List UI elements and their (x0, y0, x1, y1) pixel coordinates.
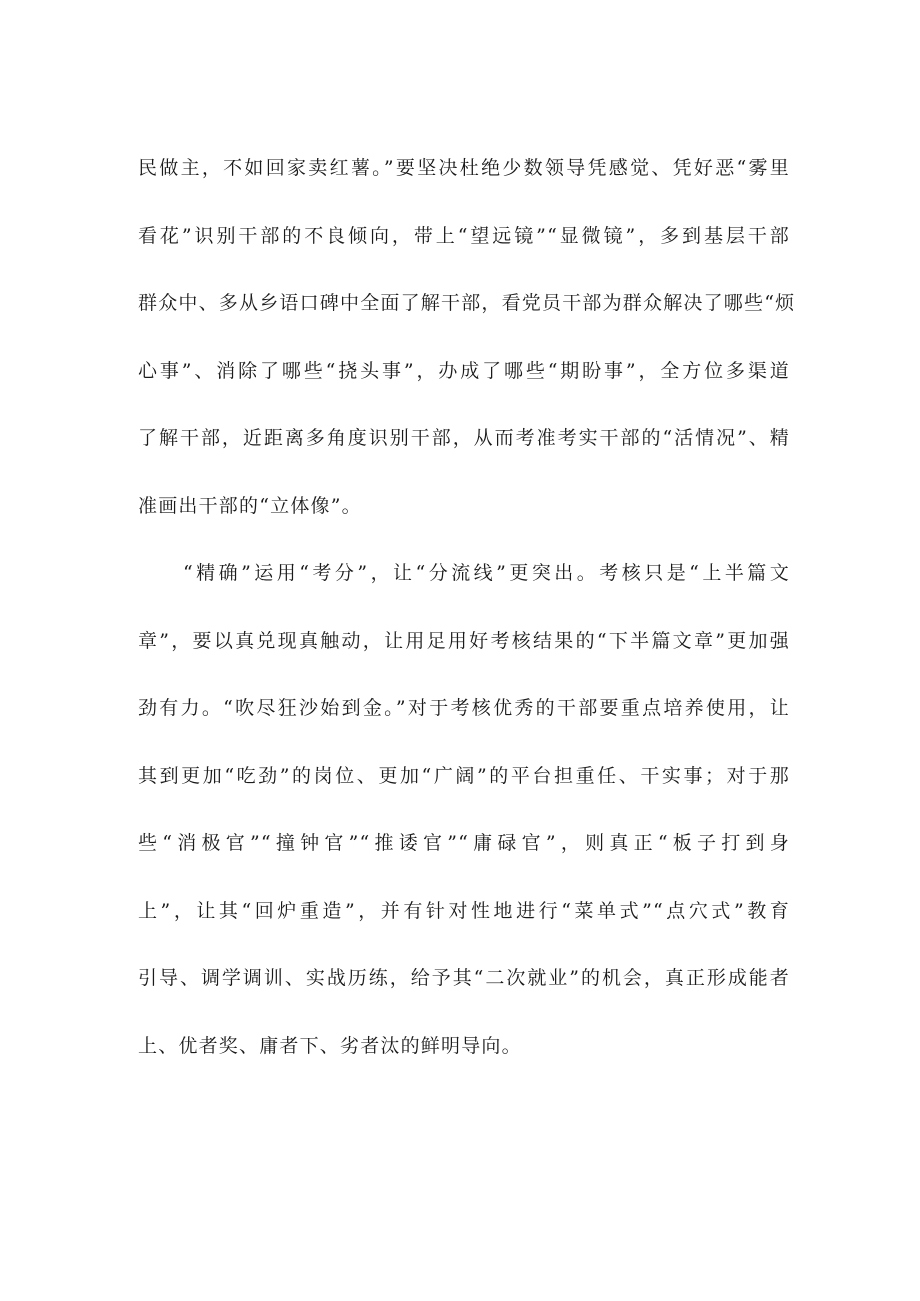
paragraph-line: 准画出干部的“立体像”。 (138, 494, 362, 517)
paragraph-line: 民做主，不如回家卖红薯。”要坚决杜绝少数领导凭感觉、凭好恶“雾里 (138, 157, 790, 179)
paragraph-line: “精确”运用“考分”，让“分流线”更突出。考核只是“上半篇文 (138, 562, 790, 584)
paragraph-2 (138, 540, 790, 1080)
paragraph-line: 其到更加“吃劲”的岗位、更加“广阔”的平台担重任、干实事；对于那 (138, 764, 790, 787)
paragraph-line: 群众中、多从乡语口碑中全面了解干部，看党员干部为群众解决了哪些“烦 (138, 292, 796, 314)
paragraph-line: 心事”、消除了哪些“挠头事”，办成了哪些“期盼事”，全方位多渠道 (138, 359, 790, 382)
paragraph-line: 看花”识别干部的不良倾向，带上“望远镜”“显微镜”，多到基层干部 (138, 224, 790, 247)
paragraph-1 (138, 135, 796, 540)
paragraph-line: 上、优者奖、庸者下、劣者汰的鲜明导向。 (138, 1034, 522, 1057)
paragraph-line: 了解干部，近距离多角度识别干部，从而考准考实干部的“活情况”、精 (138, 427, 790, 449)
paragraph-line: 上”，让其“回炉重造”，并有针对性地进行“菜单式”“点穴式”教育 (138, 899, 790, 922)
paragraph-line: 些“消极官”“撞钟官”“推诿官”“庸碌官”，则真正“板子打到身 (138, 832, 790, 854)
paragraph-line: 引导、调学调训、实战历练，给予其“二次就业”的机会，真正形成能者 (138, 967, 790, 989)
paragraph-line: 劲有力。“吹尽狂沙始到金。”对于考核优秀的干部要重点培养使用，让 (138, 697, 790, 719)
paragraph-line: 章”，要以真兑现真触动，让用足用好考核结果的“下半篇文章”更加强 (138, 629, 790, 652)
